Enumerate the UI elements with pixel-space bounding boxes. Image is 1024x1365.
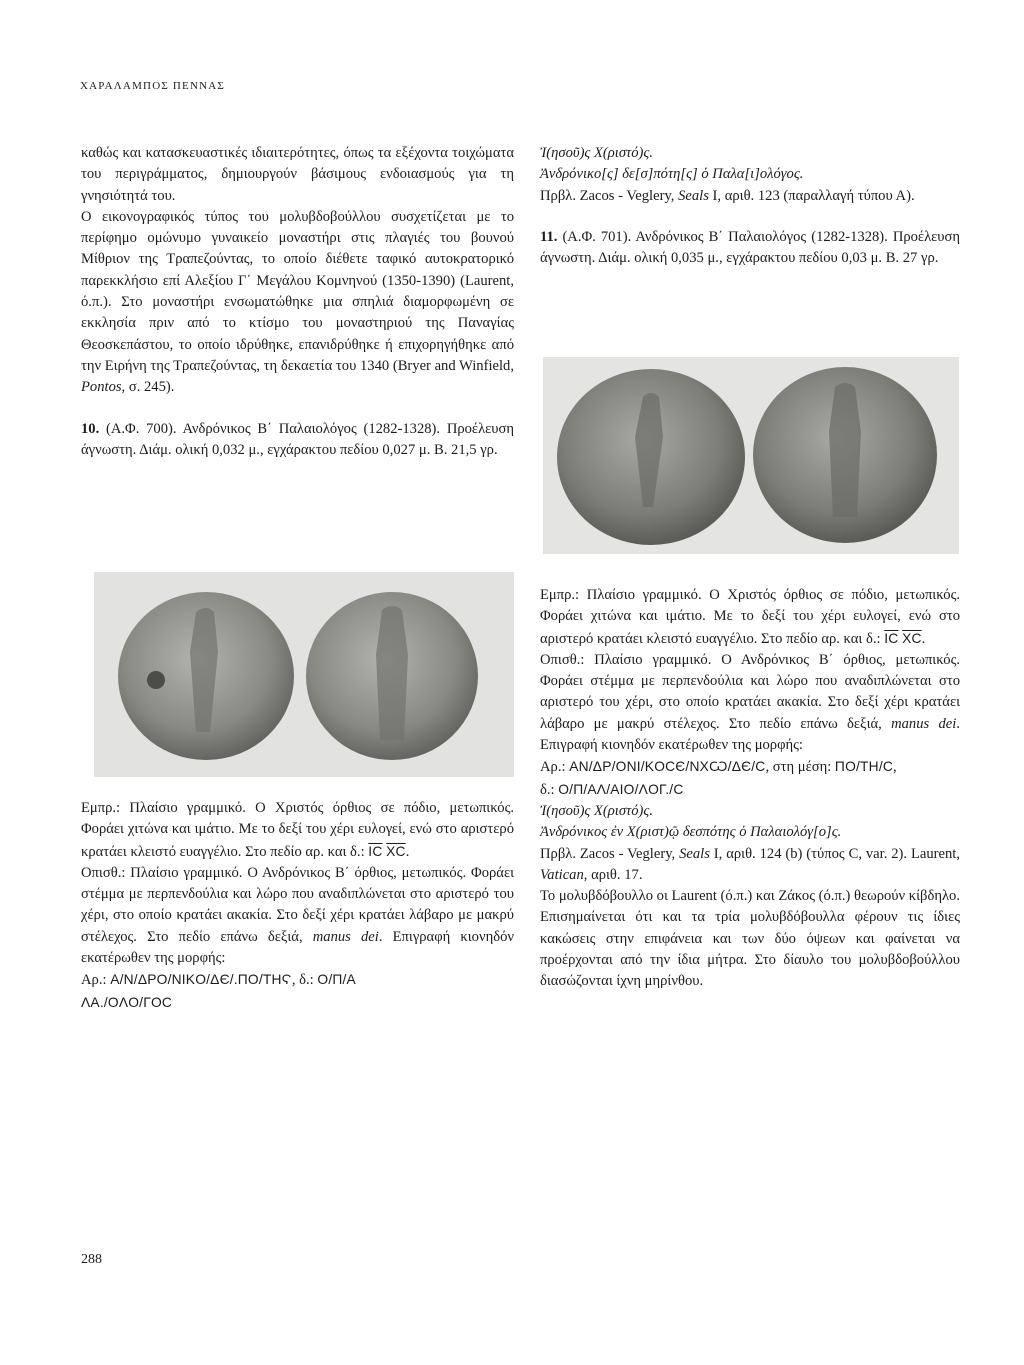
legend-line: Ἀνδρόνικο[ς] δε[σ]πότη[ς] ὁ Παλα[ι]ολόγος.	[540, 166, 804, 183]
paragraph: καθώς και κατασκευαστικές ιδιαιτερότητες, όπως τα εξέχοντα τοιχώματα του περιγράμματος, δημιουργούν βάσιμους ενδοιασμούς για τη γνησιότητά του.	[81, 145, 514, 204]
left-column-bottom	[81, 798, 514, 1014]
left-column-top	[81, 143, 514, 461]
seal-photo-10	[94, 572, 514, 777]
legend-line: Ἰ(ησοῦ)ς Χ(ριστό)ς.	[540, 802, 653, 819]
inscription: Αρ.: A/N/ΔPO/NIKO/ΔЄ/.ΠO/THϚ, δ.: O/Π/A	[81, 972, 356, 989]
obverse-description: Εμπρ.: Πλαίσιο γραμμικό. Ο Χριστός όρθιος σε πόδιο, μετωπικός. Φοράει χιτώνα και ιμάτιο. Με το δεξί του χέρι ευλογεί, ενώ στο αριστερό κρατάει κλειστό ευαγγέλιο. Στο πεδίο αρ. και δ.: $\overline{IC}$ $\overline{XC}$.	[540, 587, 960, 647]
reverse-description: Οπισθ.: Πλαίσιο γραμμικό. Ο Ανδρόνικος Β΄ όρθιος, μετωπικός. Φοράει στέμμα με περπενδούλια και λώρο που αναδιπλώνεται στο αριστερό του χέρι, στο οποίο κρατάει ακακία. Στο δεξί χέρι κρατάει λάβαρο με μακρύ στέλεχος. Στο πεδίο επάνω δεξιά, manus dei. Επιγραφή κιονηδόν εκατέρωθεν της μορφής:	[81, 864, 514, 967]
catalog-entry-10: 10. (Α.Φ. 700). Ανδρόνικος Β΄ Παλαιολόγος (1282-1328). Προέλευση άγνωστη. Διάμ. ολική 0,032 μ., εγχάρακτου πεδίου 0,027 μ. Β. 21,5 γρ.	[81, 420, 514, 458]
obverse-description: Εμπρ.: Πλαίσιο γραμμικό. Ο Χριστός όρθιος σε πόδιο, μετωπικός. Φοράει χιτώνα και ιμάτιο. Με το δεξί του χέρι ευλογεί, ενώ στο αριστερό κρατάει κλειστό ευαγγέλιο. Στο πεδίο αρ. και δ.: $\overline{IC}$ $\overline{XC}$.	[81, 800, 514, 860]
running-head: ΧΑΡΑΛΑΜΠΟΣ ΠΕΝΝΑΣ	[80, 80, 225, 92]
seal-photo-11	[543, 357, 959, 554]
commentary: Το μολυβδόβουλλο οι Laurent (ό.π.) και Ζάκος (ό.π.) θεωρούν κίβδηλο. Επισημαίνεται ότι και τα τρία μολυβδόβουλλα φέρουν τις ίδιες κακώσεις στην επιφάνεια και των δύο όψεων και φαίνεται να προέρχονται από την ίδια μήτρα. Στο δίαυλο του μολυβδοβούλλου διασώζονται ίχνη μηρίνθου.	[540, 888, 960, 990]
page-number: 288	[81, 1252, 102, 1267]
inscription: Αρ.: AN/ΔP/ONI/KOCЄ/NXѠ/ΔЄ/C, στη μέση: ΠO/TH/C,	[540, 759, 897, 776]
reverse-description: Οπισθ.: Πλαίσιο γραμμικό. Ο Ανδρόνικος Β΄ όρθιος, μετωπικός. Φοράει στέμμα με περπενδούλια και λώρο που αναδιπλώνεται στο αριστερό του χέρι, στο οποίο κρατάει ακακία. Στο δεξί χέρι κρατάει λάβαρο με μακρύ στέλεχος. Στο πεδίο επάνω δεξιά, manus dei. Επιγραφή κιονηδόν εκατέρωθεν της μορφής:	[540, 651, 960, 754]
paragraph: Ο εικονογραφικός τύπος του μολυβδοβούλλου συσχετίζεται με το περίφημο ομώνυμο γυναικείο μοναστήρι στις πλαγιές του βουνού Μίθριον της Τραπεζούντας, το οποίο διέθετε ταφικό αυτοκρατορικό παρεκκλήσιο επί Αλεξίου Γ΄ Μεγάλου Κομνηνού (1350-1390) (Laurent, ό.π.). Στο μοναστήρι ενσωματώθηκε μια σπηλιά διαμορφωμένη σε εκκλησία πριν από το κτίσμο του μοναστηριού της Παναγίας Θεοσκεπάστου, το οποίο ιδρύθηκε, επανιδρύθηκε ή επιχορηγήθηκε από την Ειρήνη της Τραπεζούντας, τη δεκαετία του 1340 (Bryer and Winfield, Pontos, σ. 245).	[81, 208, 514, 396]
right-column-top	[540, 143, 960, 269]
catalog-entry-11: 11. (Α.Φ. 701). Ανδρόνικος Β΄ Παλαιολόγος (1282-1328). Προέλευση άγνωστη. Διάμ. ολική 0,035 μ., εγχάρακτου πεδίου 0,03 μ. Β. 27 γρ.	[540, 228, 960, 267]
legend-line: Ἰ(ησοῦ)ς Χ(ριστό)ς.	[540, 145, 653, 161]
reference: Πρβλ. Zacos - Veglery, Seals I, αριθ. 124 (b) (τύπος C, var. 2). Laurent, Vatican, αριθ. 17.	[540, 845, 960, 883]
inscription: ΛA./OΛO/ΓOC	[81, 994, 173, 1010]
reference: Πρβλ. Zacos - Veglery, Seals I, αριθ. 123 (παραλλαγή τύπου Α).	[540, 187, 915, 204]
legend-line: Ἀνδρόνικος ἐν Χ(ριστ)ῷ δεσπότης ὁ Παλαιολόγ[ο]ς.	[540, 824, 842, 841]
inscription: δ.: O/Π/AΛ/AIO/ΛOΓ./C	[540, 781, 684, 798]
right-column-bottom	[540, 585, 960, 993]
